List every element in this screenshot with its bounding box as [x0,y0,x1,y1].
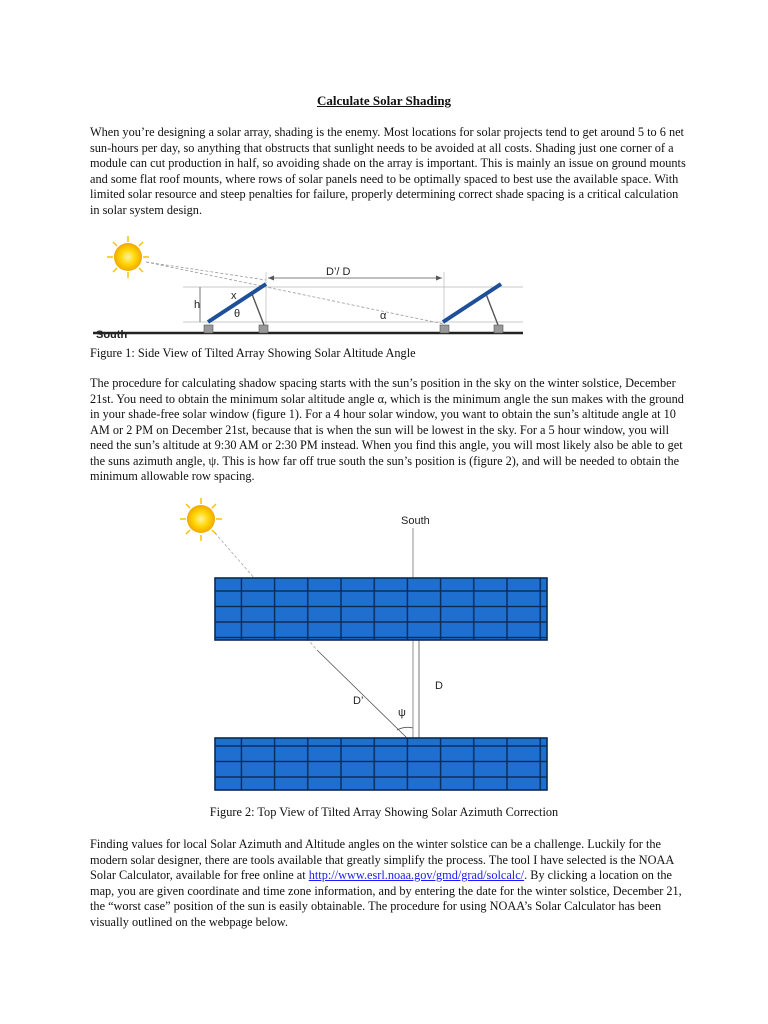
noaa-paragraph [90,837,690,930]
label-south: South [96,329,128,341]
label-theta: θ [234,308,241,320]
sun-icon [107,236,149,278]
label-dprime: D’ [353,695,364,707]
solar-array-row-1 [215,578,547,640]
procedure-paragraph: The procedure for calculating shadow spacing starts with the sun’s position in the sky on the winter solstice, December 21st. You need to obtain the minimum solar altitude angle α, which is the minimum angle the sun makes with the ground in your shade-free solar window (figure 1). For a 4 hour solar window, you want to obtain the sun’s altitude angle at 10 AM or 2 PM on December 21st, because that is when the sun will be lowest in the sky. For a 5 hour window, you will need the sun’s altitude at 9:30 AM or 2:30 PM instead. When you find this angle, you will most likely also be able to get the suns azimuth angle, ψ. This is how far off true south the sun’s position is (figure 2), and will be needed to obtain the minimum allowable row spacing. [90,376,684,483]
noaa-calculator-link[interactable]: http://www.esrl.noaa.gov/gmd/grad/solcalc/ [308,868,525,882]
figure-1-caption: Figure 1: Side View of Tilted Array Showing Solar Altitude Angle [90,346,416,360]
page-title: Calculate Solar Shading [316,93,452,108]
label-psi: ψ [398,707,406,719]
label-d: D [435,680,443,692]
label-h: h [194,299,201,311]
solar-array-row-2 [215,738,547,790]
label-south-top: South [401,515,430,527]
intro-paragraph: When you’re designing a solar array, shading is the enemy. Most locations for solar projects tend to get around 5 to 6 net sun-hours per day, so anything that obstructs that sunlight needs to be avoided at all costs. Shading just one corner of a module can cut production in half, so avoiding shade on the array is important. This is mainly an issue on ground mounts and some flat roof mounts, where rows of solar panels need to be optimally spaced to best use the available space. With limited solar resource and steep penalties for failure, properly determining correct shade spacing is a critical calculation in solar system design. [90,125,686,217]
sun-icon [180,498,222,541]
figure-2-caption: Figure 2: Top View of Tilted Array Showing Solar Azimuth Correction [209,805,559,819]
noaa-text-after-link: . By clicking a location on the map, you are given coordinate and time zone information, and by entering the date for the winter solstice, December 21, the “worst case” position of the sun is easily obtainable. The procedure for using NOAA’s Solar Calculator has been visually outlined on the webpage below. [90,868,682,929]
noaa-text-before-link: Finding values for local Solar Azimuth and Altitude angles on the winter solstice can be a challenge. Luckily for the modern solar designer, there are tools available that greatly simplify the process. The tool I have selected is the NOAA Solar Calculator, available for free online at [90,837,674,882]
label-x: x [231,290,237,302]
label-dprime-d: D’/ D [326,266,351,278]
figure-2-top-view [175,498,575,793]
label-alpha: α [380,310,387,322]
figure-1-side-view [88,232,528,342]
solar-panel-row-2 [440,284,503,333]
